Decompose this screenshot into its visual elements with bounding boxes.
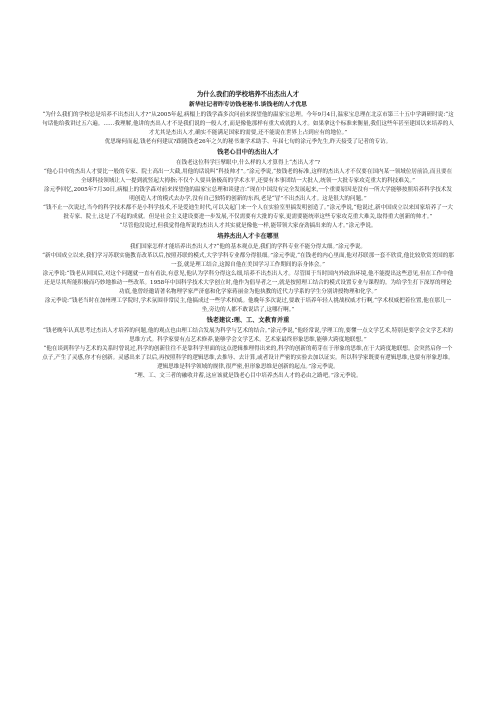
document-title: 为什么我们的学校培养不出杰出人才 <box>196 90 300 98</box>
body-paragraph: “理、工、文三者的融收并蓄,这应该就是钱老心目中培养杰出人才的必由之路吧。”涂元季说。 <box>134 372 362 379</box>
section-body <box>42 243 454 315</box>
section-heading: 钱老建议:理、工、文教育并重 <box>206 317 290 325</box>
body-paragraph: “他心目中的杰出人才要比一般的专家、院士高出一大截,用他的话说叫“科技帅才”。”涂元季说,“按钱老的标准,这样的杰出人才不仅要在国内某一领域位居前沿,而且要在全球科技领域让人一提到就竖起大拇指;不仅个人要具备极高的学术水平,还要有本事团结一大批人,统领一大批专家攻克重大的科技难关。” <box>43 168 453 184</box>
body-paragraph: “他在谈到科学与艺术的关系时曾说过,科学的创新往往不是靠科学里面的这点逻辑推理得出来的,科学的创新的萌芽在于形象的思维,在于大跨度地联想。会突然启你一个点子,产生了灵感,你才有创新。灵感出来了以后,再按照科学的逻辑思维,去推导、去计算,或者设计严密的实验去加以证实。所以科学家既要有逻辑思维,也要有形象思维。逻辑思维是科学领域的规律,很严密,但形象思维是创新的起点。”涂元季说。 <box>42 345 454 370</box>
intro-paragraph: 优思缘何而起,钱老有何建议?跟随钱老26年之久的秘书兼学术助手、年届七旬的涂元季先生,昨天接受了记者的专访。 <box>104 139 392 146</box>
body-paragraph: “钱老晚年认真思考过杰出人才培养的问题,他的观点也由理工结合发展为科学与艺术的结合。”涂元季说,“他经常说,学理工的,要懂一点文学艺术,特别是要学会文学艺术的思维方式。科学家要有点艺术修养,能够学会文学艺术。艺术家最终形象思维,能够大跨度地联想。” <box>43 327 453 343</box>
body-paragraph: “钱不止一次说过,当今的科学技术都不是小科学技术,不是爱迪生时代,可以关起门来一个人在实验室里搞发明创造了。”涂元季说,“他说过,新中国成立以来国家培养了一大批专家、院士,这是了不起的成就。但是社会主义建设要进一步发展,不仅需要有大批的专家,更需要能统率这些专家攻克重大难关,取得重大创新的帅才。” <box>43 205 453 221</box>
section-body <box>42 159 454 231</box>
section-heading: 钱老心目中的杰出人才 <box>217 149 279 157</box>
body-paragraph: 涂元季说:“钱老当时在加州理工学院时,学术氛围非常民主,他搞成过一些学术权威。他晚年多次说过,要敢于培养年轻人挑战权威才行啊,“学术权威把着位置,他在那儿一坐,旁边的人都不敢说话了,这哪行啊。” <box>44 298 452 314</box>
body-paragraph: 我们国家怎样才能培养出杰出人才?“他的基本观点是,我们的学科专业不能分得太细。”涂元季说。 <box>130 243 366 250</box>
document-subtitle: 新华社记者昨专访钱老秘书.谈钱老的人才优思 <box>189 102 307 108</box>
body-paragraph: 涂元季回忆,2005年7月30日,病榻上的钱学森对前来探望他的温家宝总理和谈建言:“现在中国没有完全发展起来,一个重要原因是没有一所大学能够按照培养科学技术发明创造人才的模式去办学,没有自己独特的创新的东西,老是“冒”不出杰出人才。这是很大的问题。” <box>44 186 452 202</box>
section-body <box>42 327 454 381</box>
body-paragraph: 在钱老这位科学巨擘眼中,什么样的人才算得上“杰出人才”? <box>175 159 321 166</box>
body-paragraph: “新中国成立以来,我们学习苏联实施教育改革以后,按照苏联的模式,大学学科专业都分得很细。”涂元季说,“在钱老的内心里面,他对苏联那一套不欣赏,他比较欣赏美国的那一套,就是理工结合,这源自他在美国学习工作期间的亲身体会。” <box>42 252 454 268</box>
section-heading: 培养杰出人才卡在哪里 <box>217 233 279 241</box>
body-paragraph: “尽管他没说过,但我觉得他所说的杰出人才其实就是像他一样,能带领大家奋劲搞出来的人才。”涂元季说。 <box>119 223 377 230</box>
intro-paragraph: “为什么我们的学校总是培养不出杰出人才?”从2005年起,病榻上的钱学森多次问前来探望他的温家宝总理。今年9月4日,温家宝总理在北京市第三十五中学调研时说:“这句话他给我讲过五六遍。……我理解,他讲的杰出人才不是我们说的一般人才,而是像他那样有重大成就的人才。如果拿这个标准来衡量,我们这些年甚至建国以来培养的人才尤其是杰出人才,确实不能满足国家的需要,还不能说在世界上占到应有的地位。” <box>42 112 454 137</box>
intro-section <box>42 111 454 147</box>
body-paragraph: 涂元季说:“钱老从回国后,对这个问题就一直有看法,有意见,他认为学科分得这么细,培养不出杰出人才。尽管围于当时国内外政治环境,他不能提出这些意见,但在工作中他还是尽其所能积极而巧妙地推动一些改革。1958年中国科学技术大学创立时,他作为倡导者之一,就是按照理工结合的模式设置专业与课程的。为给学生打下深厚的理论功底,他曾经邀请著名物理学家严济慈和化学家蒋丽金为他执教的近代力学系的学生分别讲授物理和化学。” <box>42 270 454 295</box>
